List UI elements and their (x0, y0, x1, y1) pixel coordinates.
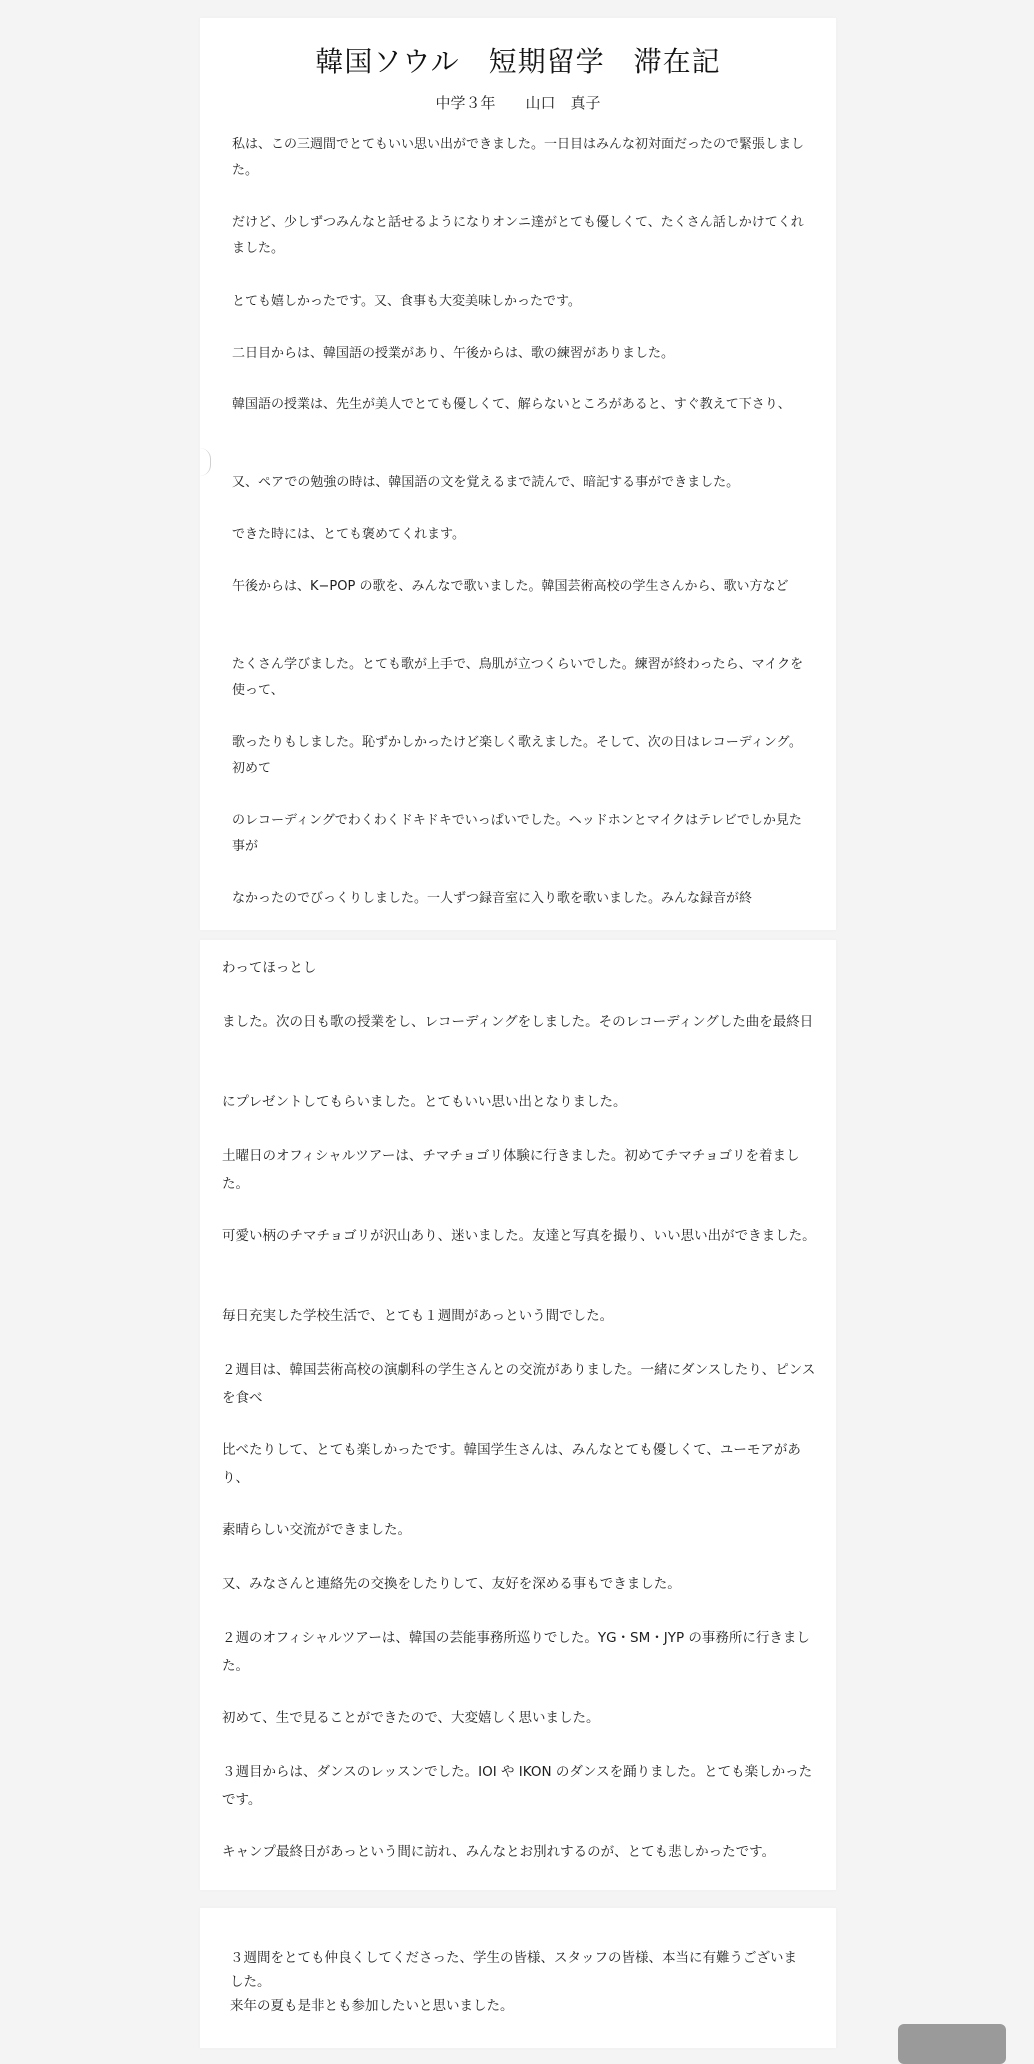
paragraph: わってほっとし (222, 960, 317, 976)
paragraph: 比べたりして、とても楽しかったです。韓国学生さんは、みんなとても優しくて、ユーモアがあり、 (222, 1442, 801, 1486)
paragraph: できた時には、とても褒めてくれます。 (232, 527, 465, 542)
paragraph: ３週間をとても仲良くしてくださった、学生の皆様、スタッフの皆様、本当に有難うございました。 (230, 1950, 797, 1990)
paragraph: 又、みなさんと連絡先の交換をしたりして、友好を深める事もできました。 (222, 1576, 681, 1592)
scroll-to-top-button[interactable] (898, 2024, 1006, 2064)
paragraph: 韓国語の授業は、先生が美人でとても優しくて、解らないところがあると、すぐ教えて下さり、 (232, 397, 791, 412)
paragraph: 来年の夏も是非とも参加したいと思いました。 (230, 1998, 514, 2014)
paragraph: なかったのでびっくりしました。一人ずつ録音室に入り歌を歌いました。みんな録音が終 (232, 891, 753, 906)
paragraph: たくさん学びました。とても歌が上手で、鳥肌が立つくらいでした。練習が終わったら、マイクを使って、 (232, 657, 804, 698)
paragraph: 午後からは、K−POP の歌を、みんなで歌いました。韓国芸術高校の学生さんから、歌い方など (232, 579, 789, 594)
paragraph: 私は、この三週間でとてもいい思い出ができました。一日目はみんな初対面だったので緊張しました。 (232, 137, 805, 178)
paragraph: 初めて、生で見ることができたので、大変嬉しく思いました。 (222, 1710, 600, 1726)
paragraph: ３週目からは、ダンスのレッスンでした。IOI や IKON のダンスを踊りました。とても楽しかったです。 (222, 1764, 813, 1808)
paragraph: ２週目は、韓国芸術高校の演劇科の学生さんとの交流がありました。一緒にダンスしたり、ピンスを食べ (222, 1362, 816, 1406)
paragraph: 歌ったりもしました。恥ずかしかったけど楽しく歌えました。そして、次の日はレコーディング。初めて (232, 735, 802, 776)
paragraph: キャンプ最終日があっという間に訪れ、みんなとお別れするのが、とても悲しかったです。 (222, 1844, 776, 1860)
paragraph: だけど、少しずつみんなと話せるようになりオンニ達がとても優しくて、たくさん話しかけてくれました。 (232, 215, 804, 256)
document-title: 韓国ソウル 短期留学 滞在記 (315, 45, 721, 78)
document-page-2 (200, 940, 836, 1890)
paragraph: 毎日充実した学校生活で、とても１週間があっという間でした。 (222, 1308, 614, 1324)
paragraph: 素晴らしい交流ができました。 (222, 1522, 411, 1538)
paragraph: ２週のオフィシャルツアーは、韓国の芸能事務所巡りでした。YG・SM・JYP の事務所に行きました。 (222, 1630, 810, 1674)
paragraph: にプレゼントしてもらいました。とてもいい思い出となりました。 (222, 1094, 627, 1110)
document-page-3 (200, 1908, 836, 2048)
paragraph: 二日目からは、韓国語の授業があり、午後からは、歌の練習がありました。 (232, 346, 675, 361)
paragraph: のレコーディングでわくわくドキドキでいっぱいでした。ヘッドホンとマイクはテレビでしか見た事が (232, 813, 802, 854)
author-byline: 中学３年 山口 真子 (435, 94, 601, 112)
paragraph: とても嬉しかったです。又、食事も大変美味しかったです。 (232, 294, 581, 309)
paragraph: 可愛い柄のチマチョゴリが沢山あり、迷いました。友達と写真を撮り、いい思い出ができました。 (222, 1228, 816, 1244)
paragraph: 又、ペアでの勉強の時は、韓国語の文を覚えるまで読んで、暗記する事ができました。 (232, 475, 740, 490)
paragraph: 土曜日のオフィシャルツアーは、チマチョゴリ体験に行きました。初めてチマチョゴリを着ました。 (222, 1148, 800, 1192)
document-page-1 (200, 18, 836, 930)
paragraph: ました。次の日も歌の授業をし、レコーディングをしました。そのレコーディングした曲を最終日 (222, 1014, 814, 1030)
